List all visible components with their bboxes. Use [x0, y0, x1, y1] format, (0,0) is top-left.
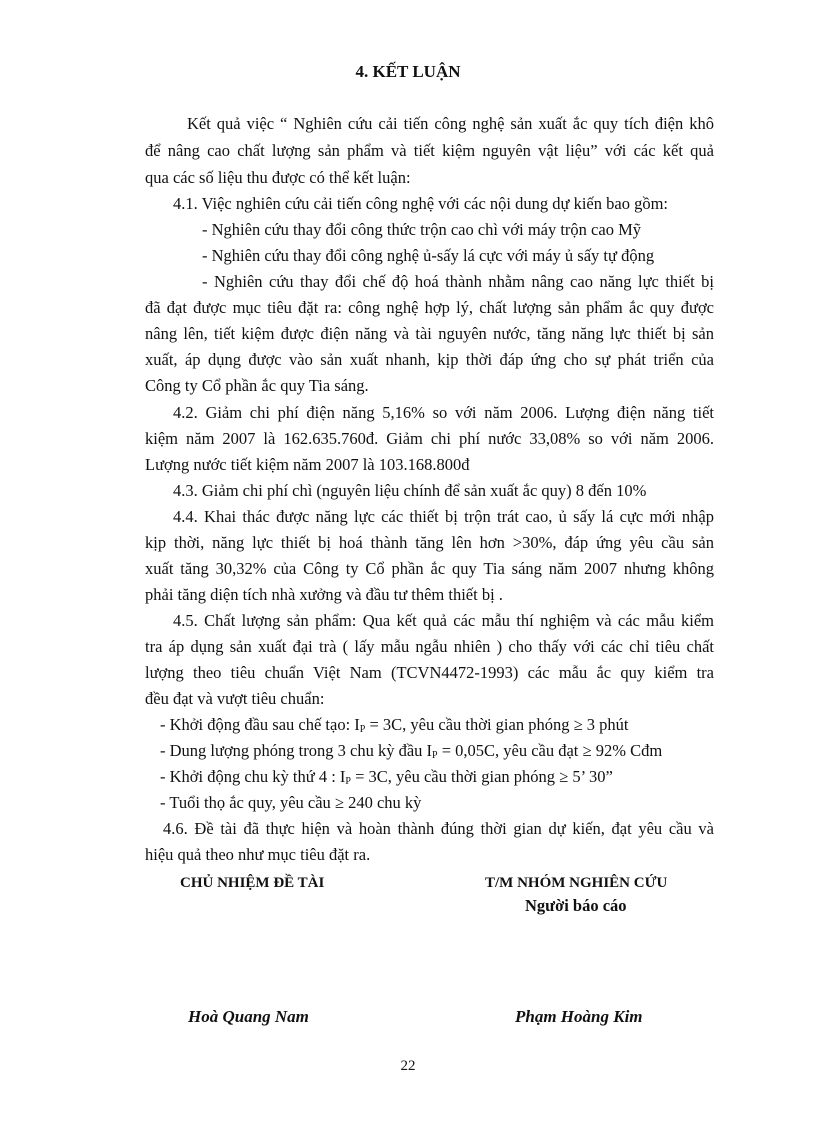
list-item: - Nghiên cứu thay đổi công thức trộn cao chì với máy trộn cao Mỹ — [202, 220, 641, 239]
section-4-4-text: 4.4. Khai thác được năng lực các thiết bị trộn trát cao, ủ sấy lá cực mới nhập — [173, 507, 714, 526]
intro-line-3: qua các số liệu thu được có thể kết luận: — [145, 168, 411, 187]
section-4-1-heading: 4.1. Việc nghiên cứu cải tiến công nghệ với các nội dung dự kiến bao gồm: — [173, 194, 668, 213]
section-4-5-text: tra áp dụng sản xuất đại trà ( lấy mẫu ngẫu nhiên ) cho thấy với các chỉ tiêu chất — [145, 637, 714, 656]
section-title: 4. KẾT LUẬN — [355, 62, 461, 81]
section-4-2-text: Lượng nước tiết kiệm năm 2007 là 103.168.800đ — [145, 455, 470, 474]
section-4-5-text: lượng theo tiêu chuẩn Việt Nam (TCVN4472-1993) các mẫu ắc quy kiểm tra — [145, 663, 714, 682]
intro-line-2: để nâng cao chất lượng sản phẩm và tiết kiệm nguyên vật liệu” với các kết quả — [145, 141, 714, 160]
section-4-6-text: 4.6. Đề tài đã thực hiện và hoàn thành đúng thời gian dự kiến, đạt yêu cầu và — [163, 819, 714, 838]
intro-line-1: Kết quả việc “ Nghiên cứu cải tiến công nghệ sản xuất ắc quy tích điện khô — [187, 114, 714, 133]
section-4-1-text: đã đạt được mục tiêu đặt ra: công nghệ hợp lý, chất lượng sản phẩm ắc quy được — [145, 298, 714, 317]
list-item: - Khởi động chu kỳ thứ 4 : $I_P = 3C$, yêu cầu thời gian phóng ≥ 5’ 30” — [160, 767, 613, 787]
section-4-6-text: hiệu quả theo như mục tiêu đặt ra. — [145, 845, 371, 864]
section-4-4-text: kịp thời, năng lực thiết bị hoá thành tăng lên hơn >30%, đáp ứng yêu cầu sản — [145, 533, 714, 552]
list-item: - Nghiên cứu thay đổi công nghệ ủ-sấy lá cực với máy ủ sấy tự động — [202, 246, 655, 265]
section-4-5-text: đều đạt và vượt tiêu chuẩn: — [145, 689, 325, 708]
list-item: - Tuổi thọ ắc quy, yêu cầu ≥ 240 chu kỳ — [160, 793, 422, 812]
section-4-3-text: 4.3. Giảm chi phí chì (nguyên liệu chính để sản xuất ắc quy) 8 đến 10% — [173, 481, 647, 500]
section-4-1-text: nâng lên, tiết kiệm được điện năng và tài nguyên nước, tăng năng lực thiết bị sản — [145, 324, 714, 343]
section-4-2-text: kiệm năm 2007 là 162.635.760đ. Giảm chi phí nước 33,08% so với năm 2006. — [145, 429, 714, 448]
right-signature-title: T/M NHÓM NGHIÊN CỨU — [485, 875, 668, 891]
section-4-4-text: xuất tăng 30,32% của Công ty Cổ phần ắc quy Tia sáng năm 2007 nhưng không — [145, 559, 714, 578]
list-item: - Nghiên cứu thay đổi chế độ hoá thành nhằm nâng cao năng lực thiết bị — [202, 272, 714, 291]
page-number: 22 — [400, 1058, 416, 1074]
section-4-2-text: 4.2. Giảm chi phí điện năng 5,16% so với năm 2006. Lượng điện năng tiết — [173, 403, 714, 422]
section-4-5-text: 4.5. Chất lượng sản phẩm: Qua kết quả các mẫu thí nghiệm và các mẫu kiểm — [173, 611, 714, 630]
right-signer-name: Phạm Hoàng Kim — [515, 1007, 643, 1026]
left-signer-name: Hoà Quang Nam — [188, 1007, 309, 1026]
section-4-4-text: phải tăng diện tích nhà xưởng và đầu tư thêm thiết bị . — [145, 585, 503, 604]
left-signature-title: CHỦ NHIỆM ĐỀ TÀI — [180, 875, 325, 891]
right-signature-subtitle: Người báo cáo — [525, 896, 627, 915]
list-item: - Khởi động đầu sau chế tạo: $I_P = 3C$, yêu cầu thời gian phóng ≥ 3 phút — [160, 715, 629, 735]
list-item: - Dung lượng phóng trong 3 chu kỳ đầu $I_P = 0,05C$, yêu cầu đạt ≥ 92% Cđm — [160, 741, 663, 761]
section-4-1-text: xuất, áp dụng được vào sản xuất nhanh, kịp thời đáp ứng cho sự phát triển của — [145, 350, 714, 369]
section-4-1-text: Công ty Cổ phần ắc quy Tia sáng. — [145, 376, 369, 395]
